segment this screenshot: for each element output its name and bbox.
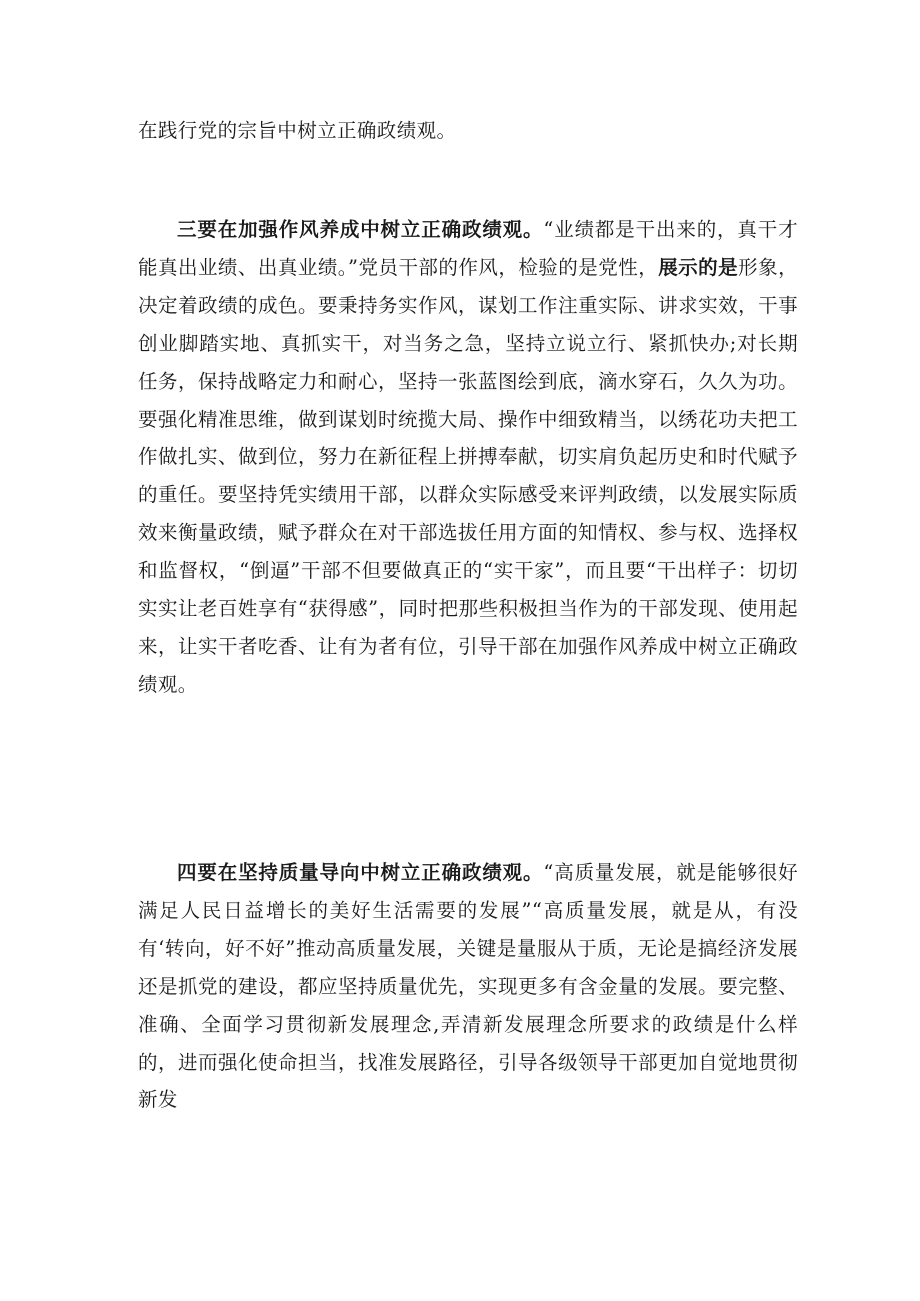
paragraph-three-body-end: 形象，决定着政绩的成色。要秉持务实作风，谋划工作注重实际、讲求实效，干事创业脚踏实地、真抓实干，对当务之急，坚持立说立行、紧抓快办;对长期任务，保持战略定力和耐心，坚持一张蓝图绘到底，滴水穿石，久久为功。要强化精准思维，做到谋划时统揽大局、操作中细致精当，以绣花功夫把工作做扎实、做到位，努力在新征程上拼搏奉献，切实肩负起历史和时代赋予的重任。要坚持凭实绩用干部，以群众实际感受来评判政绩，以发展实际质效来衡量政绩，赋予群众在对干部选拔任用方面的知情权、参与权、选择权和监督权，“倒逼”干部不但要做真正的“实干家”，而且要“干出样子：切切实实让老百姓享有“获得感”，同时把那些积极担当作为的干部发现、使用起来，让实干者吃香、让有为者有位，引导干部在加强作风养成中树立正确政绩观。	[138, 255, 799, 696]
paragraph-four	[138, 854, 798, 1119]
paragraph-three-body-start: “业绩都是干出来的，真干才能真出业绩、出真业绩。”党员干部的作风，检验的是党性，	[138, 218, 799, 279]
paragraph-three-lead: 三要在加强作风养成中树立正确政绩观。	[177, 218, 544, 241]
paragraph-four-body: “高质量发展，就是能够很好满足人民日益增长的美好生活需要的发展”“高质量发展，就是从，有没有‘转向，好不好”推动高质量发展，关键是量服从于质，无论是搞经济发展还是抓党的建设，都应坚持质量优先，实现更多有含金量的发展。要完整、准确、全面学习贯彻新发展理念,弄清新发展理念所要求的政绩是什么样的，进而强化使命担当，找准发展路径，引导各级领导干部更加自觉地贯彻新发	[138, 861, 799, 1112]
paragraph-three	[138, 211, 798, 704]
paragraph-top	[138, 112, 798, 150]
paragraph-three-highlight: 展示的是	[658, 255, 739, 279]
paragraph-four-lead: 四要在坚持质量导向中树立正确政绩观。	[177, 861, 544, 884]
paragraph-top-text: 在践行党的宗旨中树立正确政绩观。	[138, 119, 457, 142]
